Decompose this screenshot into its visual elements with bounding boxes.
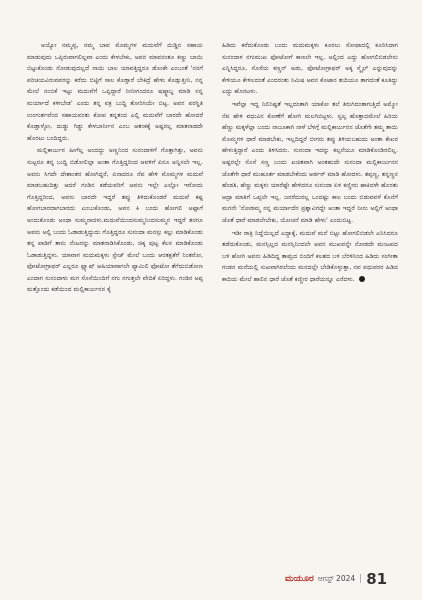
paragraph: ಇವೆಲ್ಲಾ ಇದ್ದ ನಿಲಿನಿಷ್ಟತೆ ಇಲ್ಲದಂತಾಗಿ ಯಾಕೋ ತಲೆ ತಿರುಗಿದಂತಾಗುತ್ತಿದೆ ಅಮ್ಮೋ ನೆಪ ಹೇಳಿ ವಧುವಿನ ಕೋಣೆಗೆ ಹೋಗಿ ಮಲಗಿಬಿಟ್ಟಳು. ಸ್ವಲ್ಪ ಹೊತ್ತಾದಮೇಲೆ ಹಿರಿಯ ಹೆಣ್ಣು ಮಕ್ಕಳೆಲ್ಲಾ ಬಂದು ನಾಜೂಕಾಗಿ ನಾಳೆ ಬೆಳಗ್ಗೆ ಮಲ್ಲಿಕಾರ್ಜುನನ ಜೊತೆಗೇ ತಮ್ಮ ತಾಯಿ ಮೊಮ್ಮಗಳ ಧಾರೆ ಮಾಡಬೇಕು, ಇಲ್ಲದಿದ್ದರೆ ಬೀಗರು ತಪ್ಪು ತಿಳಿಯಬಹುದು ಅಂತಾ ಕೇಖರ ಹೇಳುತ್ತಿದ್ದಾರೆ ಎಂದು ತಿಳಿಸಿದರು. ಸುನಂದಾ ಇದನ್ನು ಕಲ್ಪನೆಯೂ ಮಾಡಿಕೊಂಡಿರಲಿಲ್ಲ. ಅಷ್ಟರಲ್ಲೇ ಸೊಸೆ ಸಣ್ಣ ಬಂದು ಖಚಿತವಾಗಿ ಅಂತಹುದೇ ಸುನಂದಾ ಮಲ್ಲಿಕಾರ್ಜುನನ ಜೊತೆಗೇ ಧಾರೆ ಮುಹೂರ್ತ ಮಾಡಬೇಕೆಂದು ಆರ್ಡರ್ ಮಾಡಿ ಹೋದಳು. ತಪ್ಪಣ್ಣ, ತನ್ನಣ್ಣನ ಹೆಂಡತಿ, ಹೆಣ್ಣು ಮಕ್ಕಳು ಯಾರೆಷ್ಟೇ ಹೇಳಿದರೂ ಸುನಂದಾ ಏಳ ಕಣ್ಣೀರು ಹಾಕಿದಳೇ ಹೊರತು ಆದ್ರಾ ಮಾತಿಗೆ ಒಪ್ಪಲೇ ಇಲ್ಲ. ಜನರೆದುರಲ್ಲ ಒಂದಷ್ಟು ಕಾಲ ಬಂದು ಬಿಡುವವಳೆ ಕೊನೆಗೆ ಮಗನೇ 'ನೋಡಮ್ಮ ನನ್ನ ಮರ್ಯಾದೆನ ಪ್ರಶ್ನಾವಿಗದ್ದೇ ಅಂತಾ ಇದ್ದರೆ ನೀನು ಅಲ್ಲಿಗೆ ಅಂಥಾ ಜೊತೆ ಧಾರೆ ಮಾಡಲೇಬೇಕು, ಯೋಚನೆ ಮಾಡಿ ಹೇಳು' ಎಂದುಬಿಟ್ಟ. (222, 100, 398, 224)
magazine-logo: ಮಯೂರ (285, 574, 314, 584)
paragraph: ಮಲ್ಲಿಕಾರ್ಜುನ ಹೀಗೆಲ್ಲ ಅಂದದ್ದು ಅಣ್ಣನಿಂದ ಸುನಂದಾಳಿಗೆ ಗೊತ್ತಾಗಿತ್ತು, ಅವನು ಸುಟ್ಟರೂ ತನ್ನ ಬುದ್ದಿ ಬಿಡೋಲಿಲ್ಲಾ ಅಂತಾ ಗೊತ್ತಿದ್ದರಿಂದ ಆವಳಿಗೆ ಏನೂ ಅನ್ನಿಸಲೇ ಇಲ್ಲ. ಅವನು ಸಿಗದೇ ದೇಶಾಂತರ ಹೋಗಿದ್ದರೆ, ಏನಾದರೂ ನೆಪ ಹೇಳಿ ಮೊಮ್ಮಗಳ ಮದುವೆ ಮಾಡಬಹುದಿತ್ತು ಆದರೆ ಗಂಡಿನ ಕಡೆಯವರಿಗೆ ಅವನು ಇಲ್ಲೇ ಎಲ್ಲೋ ಇರೋದು ಗೊತ್ತಿದ್ದರಿಂದ, ಅವನು ಬಾರದೇ ಇದ್ದರೆ ತಪ್ಪು ತಿಳಿದುಕೊಂಡರೆ ಮದುವೆ ಕಷ್ಟ ಹೋಗಬಾರದಾಗಬಾರದು ಎಂಬುಕೊಂಡು, ಅವನ ಕಿ ಬಂದು ಹೋಗಲಿ ಅಷ್ಟಾಗೆ ಅಂದುಕೊಂಡು ಅಂಥಾ ಸುಮ್ಮನಾದಳು.ಮದುವೆಯಿಂದಸುಮ್ಮನಿಂದಸುಮ್ಮನ ಇದ್ದರೆ ತನಗೂ ಅವನು ಅಲ್ಲಿ ಬಂದು ಓಡಾಡುತ್ತಿದ್ದುದು ಗೊತ್ತಿದ್ದರೂ ಸುನಂದಾ ಮನಸ್ಸು ಕಲ್ಲು ಮಾಡಿಕೊಂಡು ತನ್ನ ಪಾಡಿಗೆ ತಾನು ನೆಂಟರನ್ನು ಮಾತನಾಡಿಸಿಕೊಂಡು, ಚಿಕ್ಕ ಪುಟ್ಟ ಕೆಲಸ ಮಾಡಿಕೊಂಡು ಓಡಾಡುತ್ತಿದ್ದಳು. ಯಾವಾಗ ಮದುಮಕ್ಕಳು ಸ್ಟೇಜ್ ಮೇಲೆ ಬಂದು ಆರತಕ್ಷತೆಗೆ ನಿಂತರೋ, ಫೋಟೋಗ್ರಾಫರ್ ಎಲ್ಲರೂ ಫ್ಲ್ಯಾಷ್ ಆಹಿಯಾವಾಗಲೇ ಫ್ಯಾಮಿಲಿ ಫೋಟೋ ತೆಗೆದುಬಿಡೋಣ ಎಂದಾಗ ಸುನಂದಾಳು ಮಗ ಸೊಸೆಯಿಂದಿಗೆ ನಗು ನಗುತ್ತಲೇ ವೇದಿಕೆ ಏರಿದ್ದಳು. ಗಂಡಿನ ಅಪ್ಪ ಮತ್ತೊಂದು ಕಡೆಯಿಂದ ಮಲ್ಲಿಕಾರ್ಜುನನ ಕೈ (27, 147, 203, 294)
page-footer (285, 568, 387, 590)
paragraph: ಅಯ್ಯೋ ನಮ್ಮಪ್ಪ, ನಮ್ಮ ಬಾವ ಮೊಮ್ಮಗಳ ಮದುವೆಗೆ ದುಡ್ಡಿನ ಸಹಾಯ ಮಾಡುವುದು ಒಪ್ಪಿರುವಾಗಲಿಲ್ಲವಾ ಎಂದು ಕೇಳಬೇಕು, ಅವನ ಮಾವನಂತೂ ಕಣ್ಣು ಬಾಯಿ ಬಿಟ್ಟುಕೊಂಡು ನೋಡುವುದಲ್ಲದೆ ನಾಯಿ ಬಾಲ ಯಾವತ್ತಿದ್ದರೂ ಡೊಂಕೇ ಎಂಬಂತೆ 'ನನಗೆ ಪರಿಚಯವಿರುವವರನ್ನು ಕರೆದು ಬಿಟ್ಟಿಗೆ ಸಾಲ ಕೊಡ್ತಾರೆ ಬೇಕಿದ್ರೆ ಹೇಳು ಕೊಡ್ಸುತ್ತೀನಿ, ನನ್ನ ಮೇಲೆ ನಂಬಿಕೆ ಇಟ್ಟು ಮದುವೆಗೆ ಒಪ್ಪಿದ್ದಾರೆ ನೀನೀಗಂದರೂ ಷಷ್ಠ್ಯಾಬ್ದ ಮಾಡಿ ನನ್ನ ಮರ್ಯಾದೆ ಕಳೀಬೇಡ' ಎಂದು ತನ್ನ ವಕ್ರ ಬುದ್ಧಿ ತೋರಿಸಿಯೇ ಬಿಟ್ಟ. ಅವನ ಪರಸ್ಥಿತಿ ಉಂಗುರ್ತವೆಂದ ಸಹಾಯವಂತು ಕೋಪ ತನ್ನತಂದ ಎಲ್ಲಿ ಮದುವೆಗೆ ಬಾರದೇ ಹೋದರೆ ಕೊಡ್ತಾಳ್ಳೋ, ದುಡ್ಡು ಗಿಡ್ಡು ಕೇಳಬಾರ್ನೀನ ಎಂಬ ಆತಂಕಕ್ಕೆ ಅಷ್ಟರಲ್ಲ ಮಾತನಾಡದೇ ಹೊರಟು ಬಂದಿದ್ದರು. (27, 42, 203, 142)
issue-date: ಆಗಸ್ಟ್ 2024 (317, 574, 356, 583)
left-text-column (27, 40, 203, 296)
story-end-mark-icon (359, 276, 365, 282)
right-text-column (222, 40, 398, 285)
paragraph: ಹಿಡಿದು ಕರೆದುಕೊಂಡು ಬಂದು ಮದುಮಕ್ಕಳು ಕೂರಲು ಸೋಫಾದಲ್ಲಿ ಕೂರಿಸಿದಾಗ ಸುನಂದಾಳ ನಗುಮುಖ ಫೋಟೋಗೆ ಕಾಣಲೇ ಇಲ್ಲ. ಅಲ್ಲಿಂದ ಎದ್ದು ಹೋಗಲಿಬಿಡಲೇನು ಎನ್ನಿಸಿದ್ದರೂ, ಸೊಸೆಯ ಕಣ್ಣನ್ ಅಡು, ಫೋಟೋಗ್ರಾಫರ್ ಅಕ್ಕ ಸ್ಮೈಲ್ ಎನ್ನುವುದನ್ನು ಕೇಳಿಯೂ ಕೇಳಿಲದಂತೆ ಎಂದರಂತು ನಿಮಿಷ ಅವನ ಕೊಟಾನ ತುದಿಯೂ ತಾಗದಂತೆ ಕೂತಿದ್ದು ಎದ್ದು ಹೊರಟಳು. (222, 42, 398, 96)
paragraph-text: ಇಡೀ ರಾತ್ರಿ ನಿದ್ದೆಯಿಲ್ಲದೆ ಎದ್ದಾಕ್ಕೆ, ಮದುವೆ ಮನೆ ಬಿಟ್ಟು ಹೋಗಲಿಬಿಡಲೇ ಎನಿಸಿದರೂ ತಡೆದುಕೊಂಡು, ಮನಸ್ಸಿಲ್ಲದ ಮನಸ್ಸಿನಿಂದಲೇ ಅವನ ಮುಖವನ್ನೇ ನೋಡದೇ ಮಂಟಪದ ಬಳಿ ಹೋಗಿ ಅವನು ಹಿಡಿದಿದ್ದ ತಾಮ್ರದ ಬಿಂದಿಗೆ ಕಲಶದ ಬಳಿ ಬೆರಳಿನಿಂದ ಹಿಡಿದು ಸಂಗೀತಾ ಗಂಡನ ಮನೆಯಲ್ಲಿ ಸುಖವಾಗಿರಲೆಂದು ಮನದಲ್ಲೇ ಬೇಡಿಕೊಳ್ಳುತ್ತಾ, ನವ ವಧುವರರ ಹಿಡಿದ ಕಾದಿಯ ಮೇಲೆ ಹಾಲಿನ ಧಾರೆ ಜೊತೆ ಕಣ್ಣೀರ ಧಾರೆಯನ್ನೂ ಎರೆದಳು. (222, 229, 398, 283)
paragraph-last (222, 228, 398, 286)
footer-separator: | (359, 574, 363, 584)
page-number: 81 (366, 570, 388, 588)
